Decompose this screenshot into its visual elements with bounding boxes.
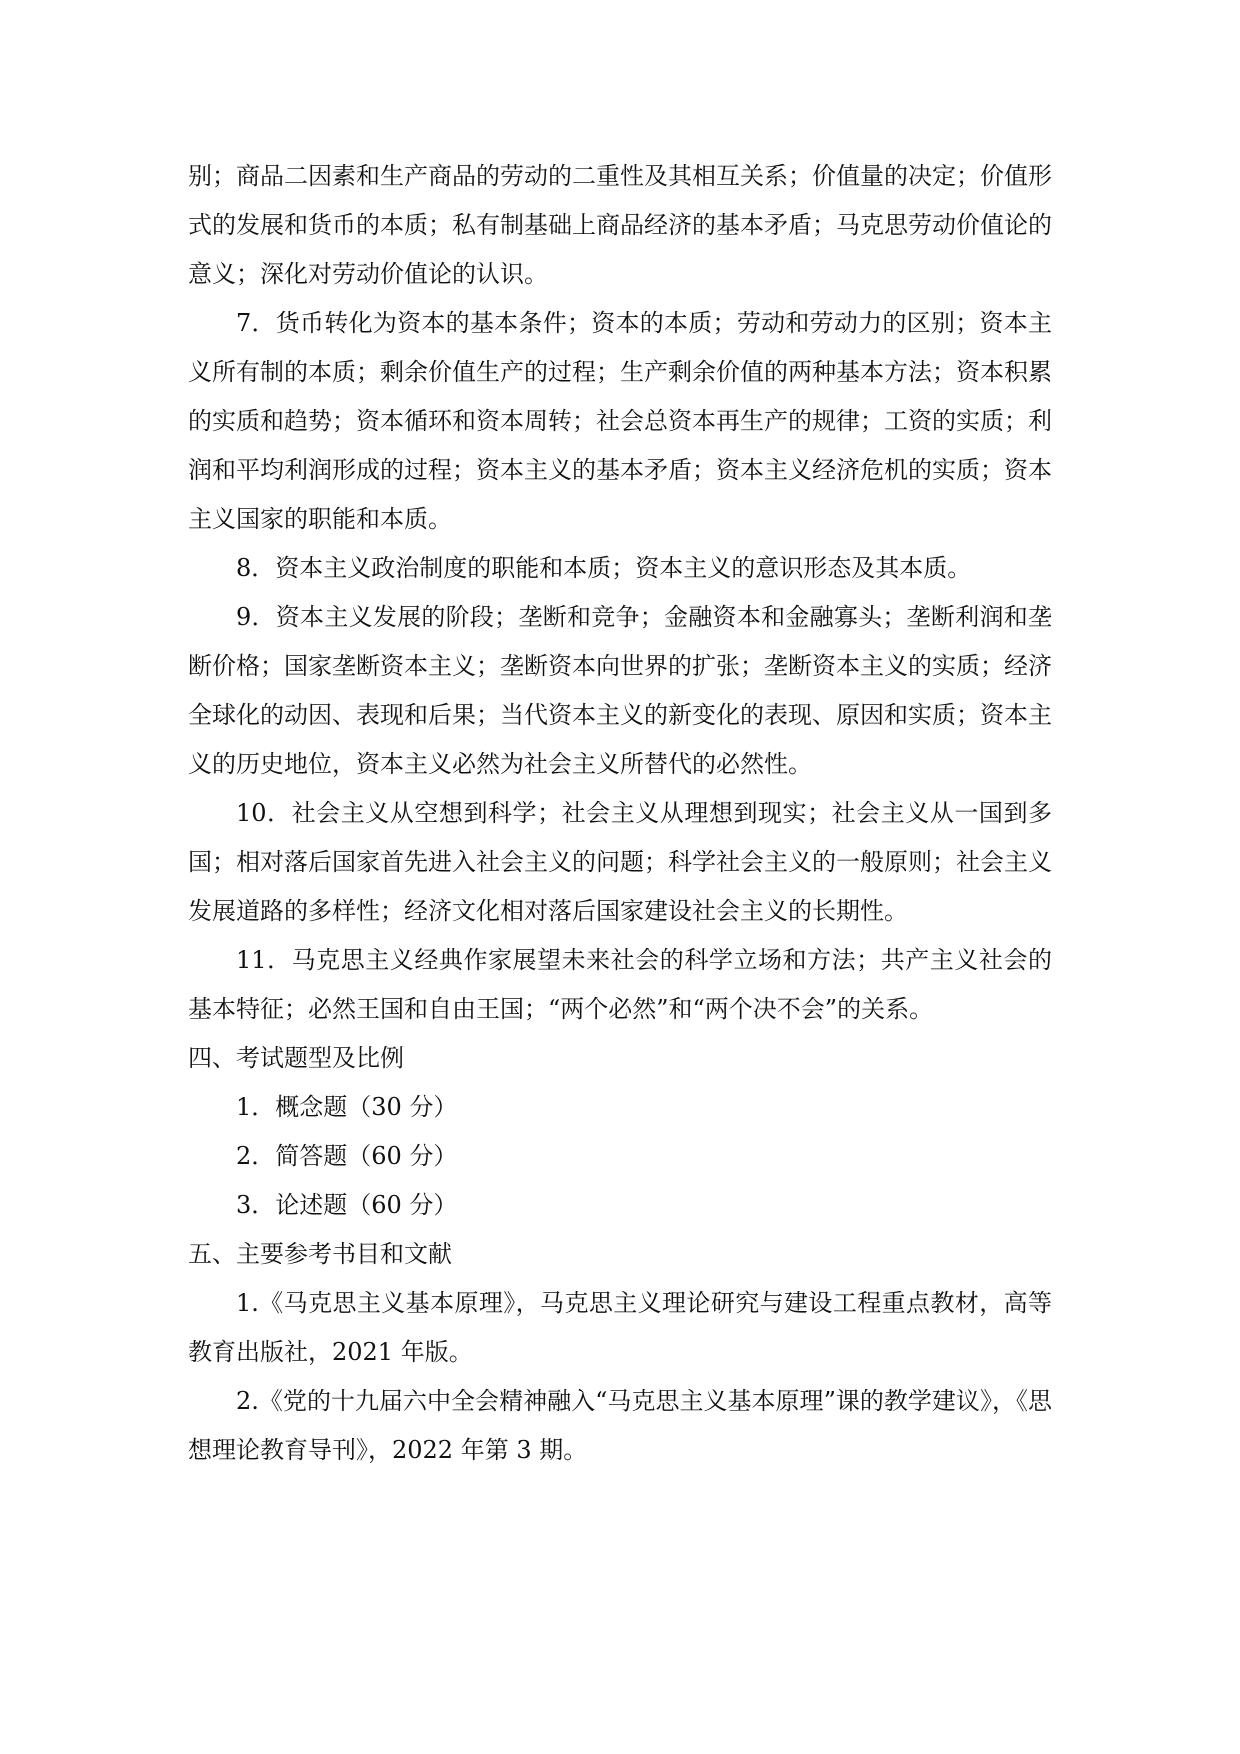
paragraph-continuation: 别；商品二因素和生产商品的劳动的二重性及其相互关系；价值量的决定；价值形式的发展和货币的本质；私有制基础上商品经济的基本矛盾；马克思劳动价值论的意义；深化对劳动价值论的认识。 <box>188 162 1052 288</box>
exam-item-concepts: 1．概念题（30 分） <box>236 1093 458 1121</box>
paragraph-item-8: 8．资本主义政治制度的职能和本质；资本主义的意识形态及其本质。 <box>236 554 972 582</box>
exam-item-short-answer: 2．简答题（60 分） <box>236 1142 458 1170</box>
paragraph-item-10: 10．社会主义从空想到科学；社会主义从理想到现实；社会主义从一国到多国；相对落后国家首先进入社会主义的问题；科学社会主义的一般原则；社会主义发展道路的多样性；经济文化相对落后国家建设社会主义的长期性。 <box>188 799 1052 925</box>
reference-item-2: 2.《党的十九届六中全会精神融入“马克思主义基本原理”课的教学建议》，《思想理论教育导刊》，2022 年第 3 期。 <box>188 1387 1052 1464</box>
document-body <box>188 152 1052 1475</box>
paragraph-item-11: 11．马克思主义经典作家展望未来社会的科学立场和方法；共产主义社会的基本特征；必然王国和自由王国；“两个必然”和“两个决不会”的关系。 <box>188 946 1052 1023</box>
exam-item-essay: 3．论述题（60 分） <box>236 1191 458 1219</box>
section-heading-references: 五、主要参考书目和文献 <box>188 1240 452 1268</box>
paragraph-item-7: 7．货币转化为资本的基本条件；资本的本质；劳动和劳动力的区别；资本主义所有制的本质；剩余价值生产的过程；生产剩余价值的两种基本方法；资本积累的实质和趋势；资本循环和资本周转；社会总资本再生产的规律；工资的实质；利润和平均利润形成的过程；资本主义的基本矛盾；资本主义经济危机的实质；资本主义国家的职能和本质。 <box>188 309 1052 533</box>
section-heading-exam-format: 四、考试题型及比例 <box>188 1044 404 1072</box>
paragraph-item-9: 9．资本主义发展的阶段；垄断和竞争；金融资本和金融寡头；垄断利润和垄断价格；国家垄断资本主义；垄断资本向世界的扩张；垄断资本主义的实质；经济全球化的动因、表现和后果；当代资本主义的新变化的表现、原因和实质；资本主义的历史地位，资本主义必然为社会主义所替代的必然性。 <box>188 603 1052 778</box>
reference-item-1: 1.《马克思主义基本原理》，马克思主义理论研究与建设工程重点教材，高等教育出版社，2021 年版。 <box>188 1289 1052 1366</box>
